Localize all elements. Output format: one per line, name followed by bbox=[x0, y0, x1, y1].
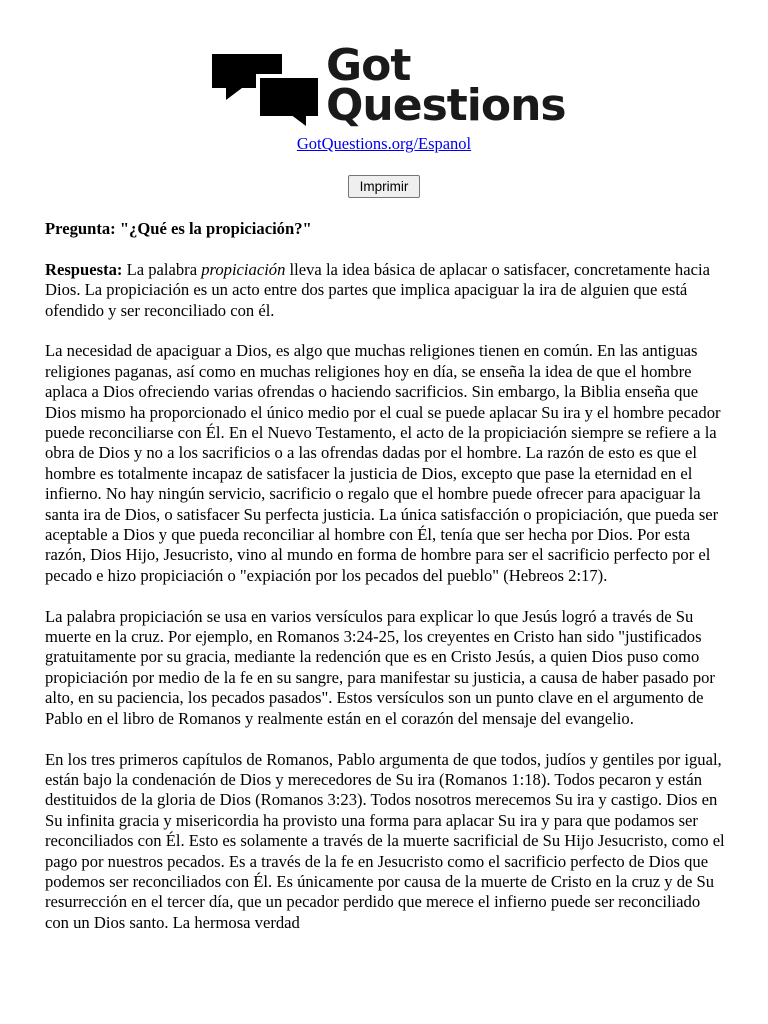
article-content bbox=[45, 219, 727, 954]
answer-label: Respuesta: bbox=[45, 259, 123, 279]
answer-paragraph-4: En los tres primeros capítulos de Romanos, Pablo argumenta de que todos, judíos y gentiles por igual, están bajo la condenación de Dios y merecedores de Su ira (Romanos 1:18). Todos pecaron y están destituidos de la gloria de Dios (Romanos 3:23). Todos nosotros merecemos Su ira y castigo. Dios en Su infinita gracia y misericordia ha provisto una forma para aplacar Su ira y para que podamos ser reconciliados con Él. Esto es solamente a través de la muerte sacrificial de Su Hijo Jesucristo, como el pago por nuestros pecados. Es a través de la fe en Jesucristo como el sacrificio perfecto de Dios que podemos ser reconciliados con Él. Es únicamente por causa de la muerte de Cristo en la cruz y de Su resurrección en el tercer día, que un pecador perdido que merece el infierno puede ser reconciliado con un Dios santo. La hermosa verdad bbox=[45, 749, 725, 932]
answer-paragraph-3: La palabra propiciación se usa en varios versículos para explicar lo que Jesús logró a través de Su muerte en la cruz. Por ejemplo, en Romanos 3:24-25, los creyentes en Cristo han sido "justificados gratuitamente por su gracia, mediante la redención que es en Cristo Jesús, a quien Dios puso como propiciación por medio de la fe en su sangre, para manifestar su justicia, a causa de haber pasado por alto, en su paciencia, los pecados pasados". Estos versículos son un punto clave en el argumento de Pablo en el libro de Romanos y realmente están en el corazón del mensaje del evangelio. bbox=[45, 606, 715, 728]
logo-line-got: Got bbox=[326, 40, 411, 91]
answer-p1-before: La palabra bbox=[122, 259, 202, 279]
answer-paragraph-2: La necesidad de apaciguar a Dios, es algo que muchas religiones tienen en común. En las antiguas religiones paganas, así como en muchas religiones hoy en día, se enseña la idea de que el hombre aplaca a Dios ofreciendo varias ofrendas o haciendo sacrificios. Sin embargo, la Biblia enseña que Dios mismo ha proporcionado el único medio por el cual se puede aplacar Su ira y el hombre pecador puede reconciliarse con Él. En el Nuevo Testamento, el acto de la propiciación siempre se refiere a la obra de Dios y no a los sacrificios o a las ofrendas dadas por el hombre. La razón de esto es que el hombre es totalmente incapaz de satisfacer la justicia de Dios, excepto que pase la eternidad en el infierno. No hay ningún servicio, sacrificio o regalo que el hombre puede ofrecer para apaciguar la santa ira de Dios, o satisfacer Su perfecta justicia. La única satisfacción o propiciación, que pueda ser aceptable a Dios y que pueda reconciliar al hombre con Él, tenía que ser hecha por Dios. Por esta razón, Dios Hijo, Jesucristo, vino al mundo en forma de hombre para ser el sacrificio perfecto por el pecado e hizo propiciación o "expiación por los pecados del pueblo" (Hebreos 2:17). bbox=[45, 341, 721, 585]
logo-text bbox=[326, 40, 566, 131]
print-button[interactable]: Imprimir bbox=[348, 175, 420, 198]
site-link[interactable]: GotQuestions.org/Espanol bbox=[296, 134, 472, 153]
answer-p1-after: lleva la idea básica de aplacar o satisfacer, concretamente hacia Dios. La propiciación es un acto entre dos partes que implica apaciguar la ira de alguien que está ofendido y ser reconciliado con él. bbox=[45, 259, 710, 320]
question-label: Pregunta: "¿Qué es la propiciación?" bbox=[45, 219, 312, 238]
logo-line-questions: Questions bbox=[326, 80, 566, 131]
header bbox=[0, 0, 768, 160]
answer-paragraph-1 bbox=[45, 260, 727, 321]
question-paragraph bbox=[45, 219, 727, 239]
answer-p1-italic: propiciación bbox=[201, 259, 286, 279]
